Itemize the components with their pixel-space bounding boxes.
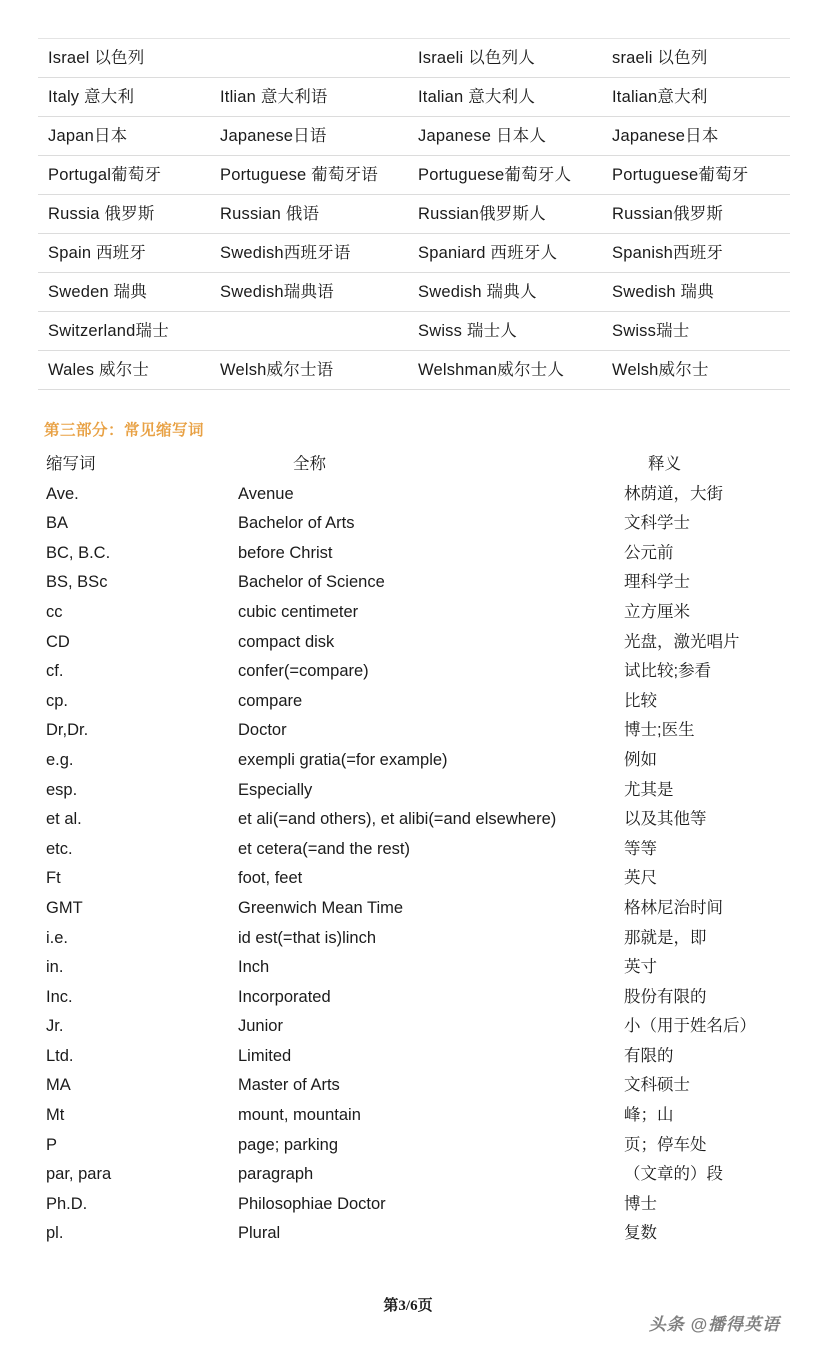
abbreviation-row [38,1131,778,1161]
abbreviation-full-form: Incorporated [238,987,331,1006]
abbreviation-full-form: Inch [238,958,270,977]
cell-adjective: Portuguese葡萄牙 [602,156,790,195]
cell-language: Russian 俄语 [210,195,408,234]
abbreviation-term: Ltd. [46,1046,74,1065]
abbreviation-meaning: 林荫道，大街 [624,484,723,503]
abbreviation-full-form: compact disk [238,632,335,651]
abbreviation-term: cp. [46,691,69,710]
section-heading-abbreviations: 第三部分：常见缩写词 [44,422,205,439]
cell-language: Itlian 意大利语 [210,78,408,117]
abbreviation-term: Dr,Dr. [46,721,89,740]
abbreviation-meaning: 文科硕士 [624,1076,690,1095]
abbreviation-meaning: 尤其是 [624,780,674,799]
cell-adjective: Welsh威尔士 [602,351,790,390]
abbreviation-term: BA [46,514,69,533]
abbreviation-row [38,509,778,539]
abbreviation-full-form: compare [238,691,303,710]
abbreviation-full-form: mount, mountain [238,1106,361,1125]
abbreviation-full-form: foot, feet [238,869,303,888]
table-row [38,156,790,195]
abbreviation-full-form: confer(=compare) [238,662,369,681]
cell-people: Spaniard 西班牙人 [408,234,602,273]
abbreviation-meaning: 等等 [624,839,657,858]
cell-country: Switzerland瑞士 [38,312,210,351]
country-nationality-table [38,38,790,390]
abbreviation-meaning: 理科学士 [624,573,690,592]
watermark: 头条 @播得英语 [648,1315,780,1334]
cell-people: Japanese 日本人 [408,117,602,156]
cell-country: Japan日本 [38,117,210,156]
abbreviation-meaning: 页；停车处 [624,1135,707,1154]
cell-people: Russian俄罗斯人 [408,195,602,234]
abbreviation-full-form: paragraph [238,1165,314,1184]
cell-language [210,312,408,351]
cell-language: Welsh威尔士语 [210,351,408,390]
abbreviation-full-form: et cetera(=and the rest) [238,839,410,858]
cell-adjective: sraeli 以色列 [602,39,790,78]
abbreviation-row [38,687,778,717]
abbreviation-row [38,864,778,894]
abbreviation-full-form: Plural [238,1224,281,1243]
abbreviation-row [38,1012,778,1042]
abbreviation-row [38,1071,778,1101]
table-row [38,78,790,117]
table-row [38,195,790,234]
cell-language [210,39,408,78]
abbreviation-full-form: et ali(=and others), et alibi(=and elsewhere) [238,810,557,829]
abbreviation-meaning: 有限的 [624,1046,674,1065]
cell-adjective: Spanish西班牙 [602,234,790,273]
abbreviation-meaning: 试比较;参看 [624,662,712,681]
abbreviation-row [38,1190,778,1220]
table-row [38,117,790,156]
abbreviation-meaning: 复数 [624,1224,657,1243]
abbreviation-meaning: （文章的）段 [624,1165,723,1184]
abbreviation-row [38,924,778,954]
abbreviation-rows [38,480,778,1249]
abbreviation-full-form: Especially [238,780,313,799]
abbreviation-meaning: 峰；山 [624,1106,674,1125]
cell-people: Swedish 瑞典人 [408,273,602,312]
abbreviation-full-form: Greenwich Mean Time [238,898,404,917]
abbreviation-term: CD [46,632,70,651]
abbreviation-meaning: 博士;医生 [624,721,695,740]
abbreviation-term: P [46,1135,58,1154]
abbreviation-full-form: Avenue [238,484,294,503]
country-table-body [38,39,790,390]
abbreviation-row [38,716,778,746]
abbreviation-term: Ft [46,869,61,888]
abbreviation-meaning: 英尺 [624,869,657,888]
cell-adjective: Swiss瑞士 [602,312,790,351]
cell-language: Portuguese 葡萄牙语 [210,156,408,195]
abbreviation-full-form: Bachelor of Arts [238,514,355,533]
table-row [38,312,790,351]
abbreviation-row [38,1101,778,1131]
abbreviation-full-form: before Christ [238,543,333,562]
abbreviation-term: cc [46,602,63,621]
abbreviation-row [38,1219,778,1249]
abbreviation-full-form: Philosophiae Doctor [238,1194,386,1213]
abbreviation-meaning: 立方厘米 [624,602,690,621]
abbreviation-full-form: page; parking [238,1135,338,1154]
abbreviation-full-form: cubic centimeter [238,602,359,621]
abbreviation-list-header [38,450,778,480]
abbreviation-term: e.g. [46,750,74,769]
abbreviation-meaning: 博士 [624,1194,657,1213]
abbreviation-list [38,450,778,1249]
abbreviation-row [38,776,778,806]
cell-language: Swedish西班牙语 [210,234,408,273]
abbreviation-full-form: Junior [238,1017,283,1036]
abbreviation-term: GMT [46,898,83,917]
abbreviation-row [38,805,778,835]
table-row [38,351,790,390]
abbreviation-meaning: 英寸 [624,958,657,977]
cell-people: Welshman威尔士人 [408,351,602,390]
abbreviation-term: etc. [46,839,73,858]
abbreviation-term: cf. [46,662,64,681]
abbreviation-row [38,983,778,1013]
abbreviation-row [38,953,778,983]
table-row [38,234,790,273]
cell-adjective: Swedish 瑞典 [602,273,790,312]
abbreviation-meaning: 文科学士 [624,514,690,533]
cell-country: Spain 西班牙 [38,234,210,273]
abbreviation-term: BC, B.C. [46,543,111,562]
cell-adjective: Russian俄罗斯 [602,195,790,234]
abbreviation-term: BS, BSc [46,573,108,592]
column-header-full: 全称 [293,455,326,473]
cell-people: Israeli 以色列人 [408,39,602,78]
abbreviation-term: Ph.D. [46,1194,88,1213]
cell-country: Portugal葡萄牙 [38,156,210,195]
abbreviation-meaning: 那就是，即 [624,928,707,947]
abbreviation-full-form: id est(=that is)linch [238,928,377,947]
cell-country: Israel 以色列 [38,39,210,78]
abbreviation-meaning: 股份有限的 [624,987,707,1006]
abbreviation-row [38,480,778,510]
cell-country: Wales 威尔士 [38,351,210,390]
abbreviation-row [38,628,778,658]
cell-adjective: Italian意大利 [602,78,790,117]
abbreviation-meaning: 比较 [624,691,657,710]
cell-people: Swiss 瑞士人 [408,312,602,351]
cell-language: Japanese日语 [210,117,408,156]
column-header-abbr: 缩写词 [46,455,96,473]
abbreviation-term: Jr. [46,1017,64,1036]
abbreviation-row [38,568,778,598]
page-number: 第3/6页 [383,1298,433,1314]
column-header-meaning: 释义 [648,455,681,473]
abbreviation-row [38,539,778,569]
abbreviation-meaning: 光盘，激光唱片 [624,632,740,651]
abbreviation-term: et al. [46,810,82,829]
abbreviation-term: par, para [46,1165,112,1184]
abbreviation-full-form: Bachelor of Science [238,573,385,592]
abbreviation-term: esp. [46,780,78,799]
abbreviation-row [38,598,778,628]
cell-people: Italian 意大利人 [408,78,602,117]
abbreviation-meaning: 格林尼治时间 [624,898,723,917]
abbreviation-meaning: 以及其他等 [624,810,707,829]
table-row [38,39,790,78]
abbreviation-meaning: 小（用于姓名后） [624,1017,756,1036]
abbreviation-term: i.e. [46,928,69,947]
cell-people: Portuguese葡萄牙人 [408,156,602,195]
cell-country: Italy 意大利 [38,78,210,117]
abbreviation-term: pl. [46,1224,64,1243]
cell-country: Russia 俄罗斯 [38,195,210,234]
abbreviation-term: Inc. [46,987,73,1006]
abbreviation-row [38,894,778,924]
table-row [38,273,790,312]
cell-language: Swedish瑞典语 [210,273,408,312]
abbreviation-term: MA [46,1076,71,1095]
abbreviation-full-form: Limited [238,1046,292,1065]
abbreviation-row [38,835,778,865]
abbreviation-full-form: exempli gratia(=for example) [238,750,448,769]
abbreviation-term: Ave. [46,484,79,503]
abbreviation-full-form: Master of Arts [238,1076,340,1095]
abbreviation-row [38,1160,778,1190]
abbreviation-row [38,746,778,776]
cell-country: Sweden 瑞典 [38,273,210,312]
cell-adjective: Japanese日本 [602,117,790,156]
abbreviation-row [38,1042,778,1072]
abbreviation-term: Mt [46,1106,65,1125]
abbreviation-meaning: 公元前 [624,543,674,562]
abbreviation-meaning: 例如 [624,750,657,769]
abbreviation-full-form: Doctor [238,721,287,740]
abbreviation-term: in. [46,958,64,977]
abbreviation-row [38,657,778,687]
